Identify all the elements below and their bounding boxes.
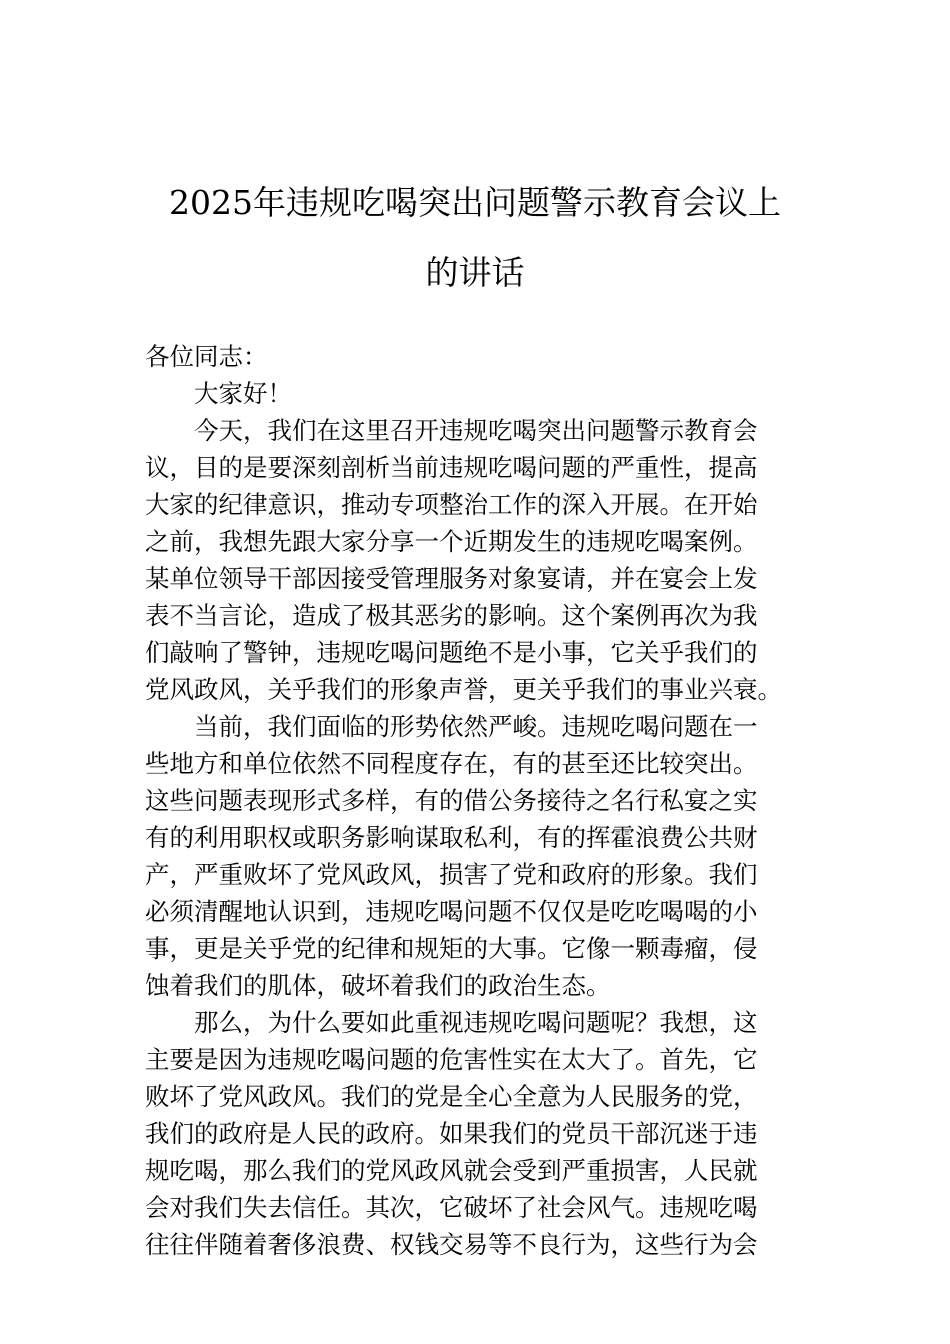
body-text-line: 些地方和单位依然不同程度存在，有的甚至还比较突出。 [145,749,758,778]
body-text-line: 规吃喝，那么我们的党风政风就会受到严重损害，人民就 [145,1156,758,1185]
body-text-line: 我们的政府是人民的政府。如果我们的党员干部沉迷于违 [145,1119,758,1148]
body-text-line: 主要是因为违规吃喝问题的危害性实在太大了。首先，它 [145,1045,758,1074]
body-text-line: 往往伴随着奢侈浪费、权钱交易等不良行为，这些行为会 [145,1230,758,1259]
body-text-line: 这些问题表现形式多样，有的借公务接待之名行私宴之实 [145,786,758,815]
body-text-line: 那么，为什么要如此重视违规吃喝问题呢？我想，这 [194,1008,758,1037]
title-line-2: 的讲话 [425,253,525,292]
document-body [145,338,805,1263]
title-line-1: 2025年违规吃喝突出问题警示教育会议上 [169,183,781,222]
document-title [145,168,805,308]
body-text-line: 表不当言论，造成了极其恶劣的影响。这个案例再次为我 [145,601,758,630]
body-text-line: 议，目的是要深刻剖析当前违规吃喝问题的严重性，提高 [145,453,758,482]
body-text-line: 有的利用职权或职务影响谋取私利，有的挥霍浪费公共财 [145,823,758,852]
body-text-line: 当前，我们面临的形势依然严峻。违规吃喝问题在一 [194,712,758,741]
body-text-line: 大家的纪律意识，推动专项整治工作的深入开展。在开始 [145,490,758,519]
body-text-line: 会对我们失去信任。其次，它破坏了社会风气。违规吃喝 [145,1193,758,1222]
body-text-line: 产，严重败坏了党风政风，损害了党和政府的形象。我们 [145,860,758,889]
body-text-line: 各位同志： [145,342,268,371]
body-text-line: 败坏了党风政风。我们的党是全心全意为人民服务的党， [145,1082,758,1111]
body-text-line: 蚀着我们的肌体，破坏着我们的政治生态。 [145,971,611,1000]
body-text-line: 必须清醒地认识到，违规吃喝问题不仅仅是吃吃喝喝的小 [145,897,758,926]
body-text-line: 之前，我想先跟大家分享一个近期发生的违规吃喝案例。 [145,527,758,556]
body-text-line: 某单位领导干部因接受管理服务对象宴请，并在宴会上发 [145,564,758,593]
body-text-line: 事，更是关乎党的纪律和规矩的大事。它像一颗毒瘤，侵 [145,934,758,963]
body-text-line: 们敲响了警钟，违规吃喝问题绝不是小事，它关乎我们的 [145,638,758,667]
body-text-line: 党风政风，关乎我们的形象声誉，更关乎我们的事业兴衰。 [145,675,782,704]
body-text-line: 大家好！ [194,379,292,408]
body-text-line: 今天，我们在这里召开违规吃喝突出问题警示教育会 [194,416,758,445]
